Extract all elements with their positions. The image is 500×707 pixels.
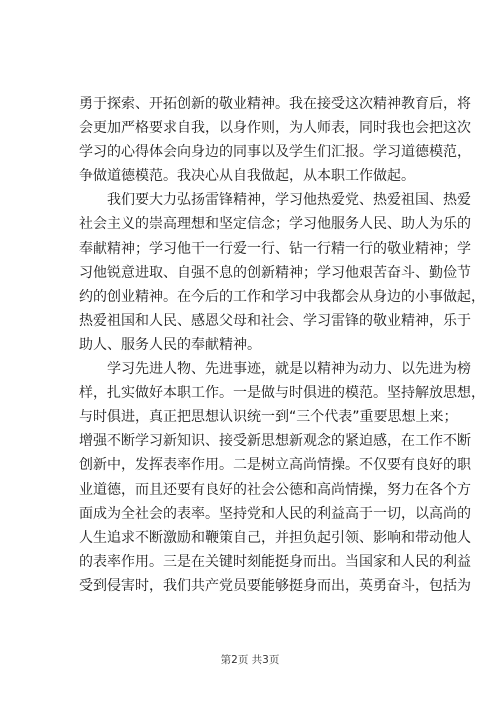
text-line: 约的创业精神。在今后的工作和学习中我都会从身边的小事做起，: [79, 288, 485, 305]
text-line: 助人、服务人民的奉献精神。: [79, 336, 261, 353]
text-line: 人生追求不断激励和鞭策自己，并担负起引领、影响和带动他人: [79, 529, 471, 546]
page-number-footer: 第2页 共3页: [220, 654, 280, 666]
text-line: 创新中，发挥表率作用。二是树立高尚情操。不仅要有良好的职: [79, 457, 471, 474]
text-line: 奉献精神；学习他干一行爱一行、钻一行精一行的敬业精神；学: [79, 240, 471, 257]
document-body: [79, 92, 485, 598]
paragraph-3: [79, 357, 485, 598]
text-line: 争做道德模范。我决心从自我做起，从本职工作做起。: [79, 168, 415, 185]
text-line: 样，扎实做好本职工作。一是做与时俱进的模范。坚持解放思想，: [79, 385, 485, 402]
text-line: 业道德，而且还要有良好的社会公德和高尚情操，努力在各个方: [79, 481, 471, 498]
text-line: 受到侵害时，我们共产党员要能够挺身而出，英勇奋斗，包括为: [79, 577, 471, 594]
text-line: 勇于探索、开拓创新的敬业精神。我在接受这次精神教育后，将: [79, 96, 471, 112]
paragraph-2: [79, 188, 485, 357]
text-line: 我们要大力弘扬雷锋精神，学习他热爱党、热爱祖国、热爱: [107, 192, 471, 209]
paragraph-1: [79, 92, 471, 188]
text-line: 习他锐意进取、自强不息的创新精神；学习他艰苦奋斗、勤俭节: [79, 264, 471, 281]
text-line: 与时俱进，真正把思想认识统一到“三个代表”重要思想上来；: [79, 409, 458, 426]
text-line: 面成为全社会的表率。坚持党和人民的利益高于一切，以高尚的: [79, 505, 471, 522]
text-line: 学习的心得体会向身边的同事以及学生们汇报。学习道德模范，: [79, 144, 471, 161]
text-line: 学习先进人物、先进事迹，就是以精神为动力、以先进为榜: [107, 361, 471, 378]
text-line: 热爱祖国和人民、感恩父母和社会、学习雷锋的敬业精神，乐于: [79, 312, 471, 329]
text-line: 增强不断学习新知识、接受新思想新观念的紧迫感，在工作不断: [79, 433, 471, 450]
text-line: 的表率作用。三是在关键时刻能挺身而出。当国家和人民的利益: [79, 553, 471, 570]
text-line: 会更加严格要求自我，以身作则，为人师表，同时我也会把这次: [79, 120, 471, 137]
text-line: 社会主义的崇高理想和坚定信念；学习他服务人民、助人为乐的: [79, 216, 471, 233]
